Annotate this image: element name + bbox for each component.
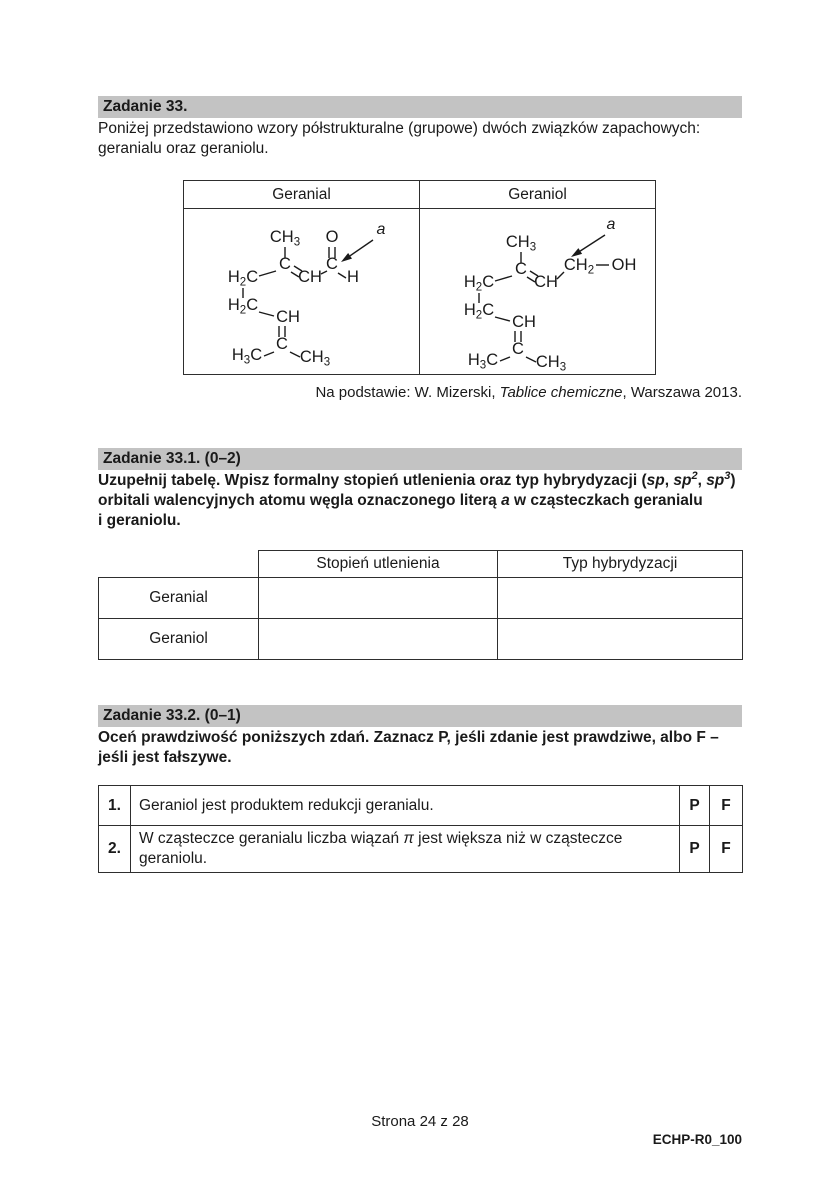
answer-cell-geraniol-hybridization [498,619,743,660]
table-header-row [99,551,743,578]
svg-text:CH: CH [275,307,300,326]
statement-number: 1. [99,786,131,826]
true-option-cell: P [680,826,710,873]
task-332-instruction: Oceń prawdziwość poniższych zdań. Zaznacz P, jeśli zdanie jest prawdziwe, albo F – jeśli jest fałszywe. [98,729,719,766]
task-331-title: Zadanie 33.1. (0–2) [103,450,241,467]
svg-text:a: a [606,216,615,233]
svg-text:C: C [514,260,527,278]
svg-text:H2C: $H_2C$ [463,273,494,294]
geranial-structure-cell [184,208,419,374]
svg-text:C: C [275,334,288,353]
svg-text:a: a [376,220,385,238]
answer-cell-geraniol-oxidation [259,619,498,660]
answer-cell-geranial-hybridization [498,578,743,619]
task-33-title: Zadanie 33. [103,98,188,115]
structures-table-body-row [184,208,655,374]
svg-text:CH3: $CH_3$ [269,227,300,248]
oxidation-hybridization-table [98,550,743,660]
svg-text:H3C: $H_3C$ [231,345,262,366]
statement-number: 2. [99,826,131,873]
table-row [99,578,743,619]
structure-col-header-geraniol: Geraniol [419,181,655,208]
svg-text:CH: CH [533,273,558,291]
true-option-cell: P [680,786,710,826]
svg-text:H3C: $H_3C$ [467,351,498,372]
false-option-cell: F [710,826,743,873]
svg-text:H: H [346,267,359,286]
svg-text:O: O [325,227,338,246]
svg-text:C: C [511,340,524,358]
svg-text:H2C: $H_2C$ [227,295,258,316]
svg-text:CH3: $CH_3$ [505,233,536,254]
svg-text:H2C: $H_2C$ [463,301,494,322]
col-header-hybridization: Typ hybrydyzacji [498,551,743,578]
exam-sheet-code: ECHP-R0_100 [652,1132,742,1147]
task-332-title: Zadanie 33.2. (0–1) [103,707,241,724]
task-331-header-bar [98,448,742,470]
corner-blank-cell [99,551,259,578]
geraniol-structure-cell [419,208,655,374]
row-label-geranial: Geranial [99,578,259,619]
svg-text:C: C [325,254,338,273]
svg-text:CH3: $CH_3$ [535,353,566,374]
row-label-geraniol: Geraniol [99,619,259,660]
task-33-header-bar [98,96,742,118]
col-header-oxidation-state: Stopień utlenienia [259,551,498,578]
svg-text:CH: CH [511,313,536,331]
svg-text:CH3: $CH_3$ [299,347,330,368]
answer-cell-geranial-oxidation [259,578,498,619]
statement-row [99,786,743,826]
true-false-table [98,785,743,873]
structure-col-header-geranial: Geranial [272,186,331,203]
statement-text: Geraniol jest produktem redukcji geranialu. [131,786,680,826]
svg-text:CH2: $CH_2$ [563,256,594,277]
source-citation: Na podstawie: W. Mizerski, Tablice chemiczne, Warszawa 2013. [315,384,742,401]
task-331-instruction: Uzupełnij tabelę. Wpisz formalny stopień utlenienia oraz typ hybrydyzacji (sp, $sp^2$, $sp^3$) orbitali walencyjnych atomu węgla oznaczonego literą a w cząsteczkach geranialu i geraniolu. [98,469,736,529]
statement-text: W cząsteczce geranialu liczba wiązań π jest większa niż w cząsteczce geraniolu. [131,826,680,873]
svg-text:CH: CH [297,267,322,286]
svg-text:C: C [278,254,291,273]
table-row [99,619,743,660]
svg-text:OH: OH [611,256,636,274]
task-332-header-bar [98,705,742,727]
svg-text:H2C: $H_2C$ [227,267,258,288]
structures-table [183,180,656,375]
geranial-structure-drawing [197,212,407,372]
geraniol-structure-drawing [433,209,643,374]
structures-table-header-row [184,181,655,208]
page-number: Strona 24 z 28 [371,1113,469,1130]
false-option-cell: F [710,786,743,826]
task-33-intro: Poniżej przedstawiono wzory półstrukturalne (grupowe) dwóch związków zapachowych: geranialu oraz geraniolu. [98,120,701,157]
statement-row [99,826,743,873]
